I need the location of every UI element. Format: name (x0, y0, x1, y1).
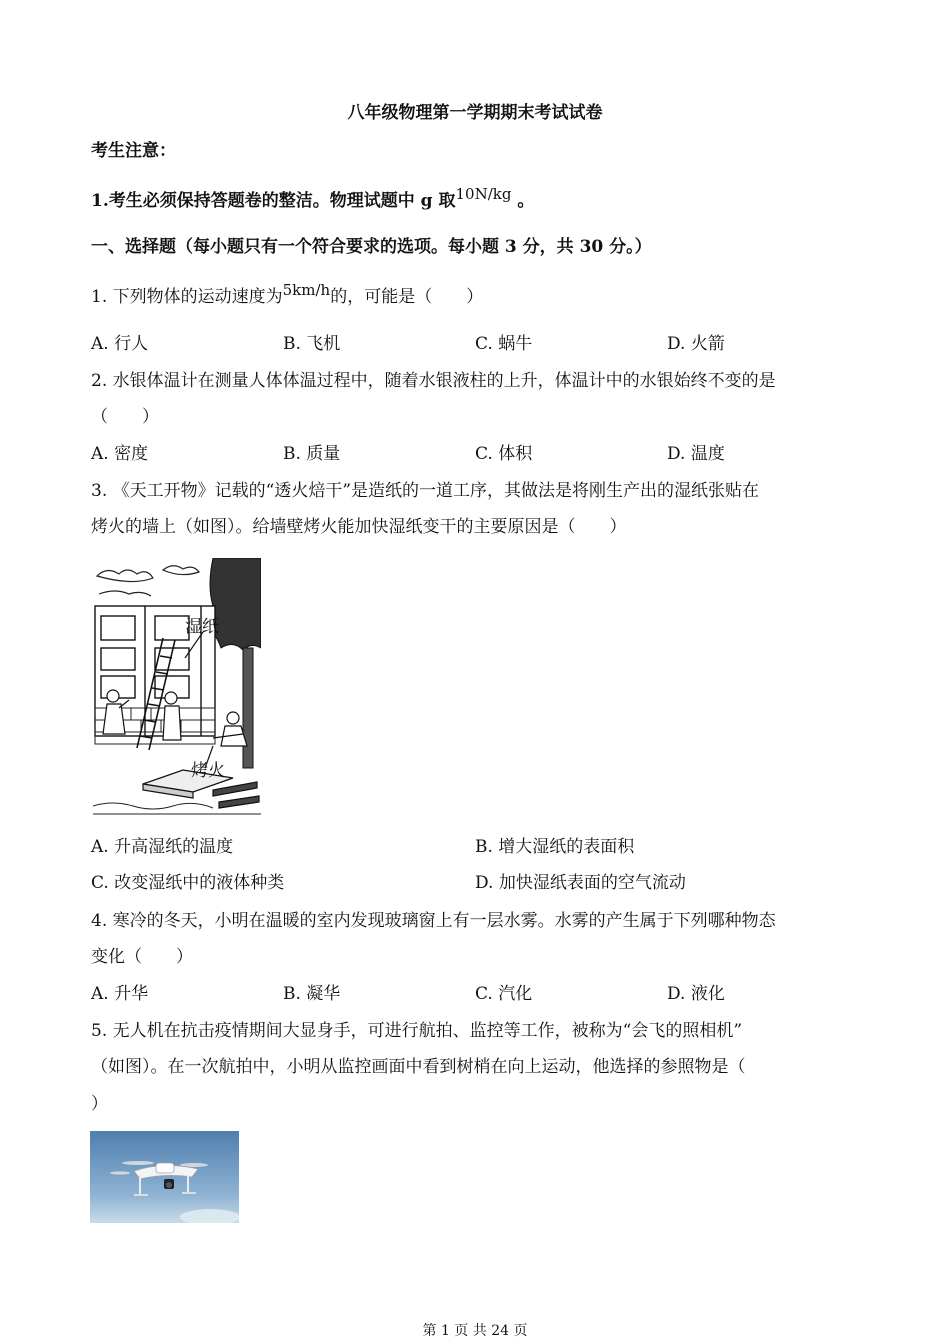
question-2-option-b[interactable]: B. 质量 (283, 444, 341, 464)
drone-photo (90, 1131, 239, 1223)
question-2-option-d[interactable]: D. 温度 (667, 444, 725, 464)
question-2-option-a[interactable]: A. 密度 (91, 444, 149, 464)
question-1-unit: 5km/h (282, 281, 331, 299)
question-2-line-1: 2. 水银体温计在测量人体体温过程中，随着水银液柱的上升，体温计中的水银始终不变的是 (91, 371, 776, 391)
question-3-option-c[interactable]: C. 改变湿纸中的液体种类 (91, 873, 285, 893)
question-3-option-a[interactable]: A. 升高湿纸的温度 (91, 837, 234, 857)
question-4-option-b[interactable]: B. 凝华 (283, 984, 341, 1004)
figure-label-fire: 烤火 (191, 761, 225, 781)
question-3-line-1: 3. 《天工开物》记载的“透火焙干”是造纸的一道工序，其做法是将刚生产出的湿纸张贴在 (91, 481, 760, 501)
paper-drying-illustration (93, 558, 261, 818)
question-2-line-2: （ ） (91, 407, 159, 427)
question-4-option-a[interactable]: A. 升华 (91, 984, 149, 1004)
question-1-stem-b: 的，可能是（ ） (330, 287, 484, 307)
notice-item-1-unit: 10N/kg (455, 185, 512, 203)
notice-item-1 (91, 185, 535, 213)
question-3-line-2: 烤火的墙上（如图）。给墙壁烤火能加快湿纸变干的主要原因是（ ） (91, 517, 627, 537)
page-title: 八年级物理第一学期期末考试试卷 (347, 103, 603, 123)
question-1-option-a[interactable]: A. 行人 (91, 334, 149, 354)
question-5-line-2: （如图）。在一次航拍中，小明从监控画面中看到树梢在向上运动，他选择的参照物是（ (91, 1057, 746, 1077)
question-2-option-c[interactable]: C. 体积 (475, 444, 533, 464)
question-5-line-1: 5. 无人机在抗击疫情期间大显身手，可进行航拍、监控等工作，被称为“会飞的照相机” (91, 1021, 743, 1041)
notice-item-1-end: 。 (511, 191, 535, 211)
notice-item-1-text: 1.考生必须保持答题卷的整洁。物理试题中 g 取 (91, 191, 456, 211)
page-footer: 第 1 页 共 24 页 (422, 1323, 528, 1339)
question-1-option-c[interactable]: C. 蜗牛 (475, 334, 533, 354)
question-4-line-2: 变化（ ） (91, 947, 193, 967)
question-4-line-1: 4. 寒冷的冬天，小明在温暖的室内发现玻璃窗上有一层水雾。水雾的产生属于下列哪种物态 (91, 911, 776, 931)
figure-label-wet-paper: 湿纸 (185, 617, 219, 637)
question-1-stem-a: 1. 下列物体的运动速度为 (91, 287, 283, 307)
question-1-option-b[interactable]: B. 飞机 (283, 334, 341, 354)
question-1-option-d[interactable]: D. 火箭 (667, 334, 725, 354)
question-4-option-d[interactable]: D. 液化 (667, 984, 725, 1004)
question-5-line-3: ） (91, 1094, 108, 1114)
question-3-option-d[interactable]: D. 加快湿纸表面的空气流动 (475, 873, 686, 893)
question-3-option-b[interactable]: B. 增大湿纸的表面积 (475, 837, 635, 857)
section-1-heading: 一、选择题（每小题只有一个符合要求的选项。每小题 3 分，共 30 分。） (91, 237, 652, 257)
question-4-option-c[interactable]: C. 汽化 (475, 984, 533, 1004)
question-1-stem (91, 281, 484, 309)
notice-heading: 考生注意： (91, 141, 176, 161)
